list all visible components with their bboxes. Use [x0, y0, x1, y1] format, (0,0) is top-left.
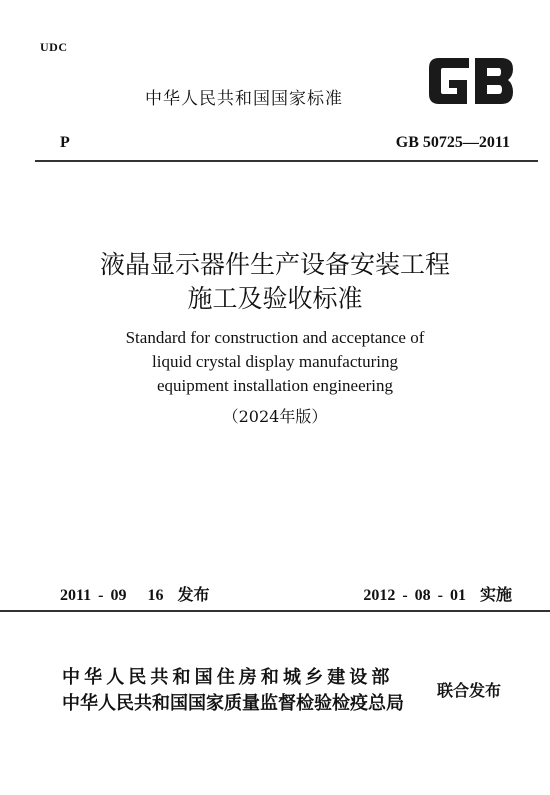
implement-date: 2012 - 08 - 01 实施 — [363, 587, 512, 604]
issuer-line1: 中华人民共和国住房和城乡建设部 — [62, 667, 394, 688]
title-en-line1: Standard for construction and acceptance of — [125, 328, 425, 347]
bottom-divider — [0, 610, 550, 612]
standard-type: 中华人民共和国国家标准 — [145, 89, 343, 109]
standard-number: GB 50725—2011 — [395, 134, 510, 151]
top-divider — [35, 160, 538, 162]
edition-label: （2024年版） — [222, 407, 328, 426]
joint-issue-label: 联合发布 — [437, 681, 502, 700]
udc-label: UDC — [40, 40, 68, 54]
gb-logo — [425, 54, 517, 108]
issue-date: 2011 - 09 16 发布 — [60, 587, 210, 604]
title-cn-line2: 施工及验收标准 — [187, 284, 363, 313]
title-en-line3: equipment installation engineering — [156, 376, 394, 395]
category-code: P — [60, 134, 70, 151]
issuer-line2: 中华人民共和国国家质量监督检验检疫总局 — [62, 693, 404, 714]
title-en-line2: liquid crystal display manufacturing — [152, 352, 398, 371]
title-en — [0, 326, 550, 398]
issuers-block — [62, 665, 404, 717]
title-block — [0, 248, 550, 427]
title-cn-line1: 液晶显示器件生产设备安装工程 — [99, 250, 450, 279]
